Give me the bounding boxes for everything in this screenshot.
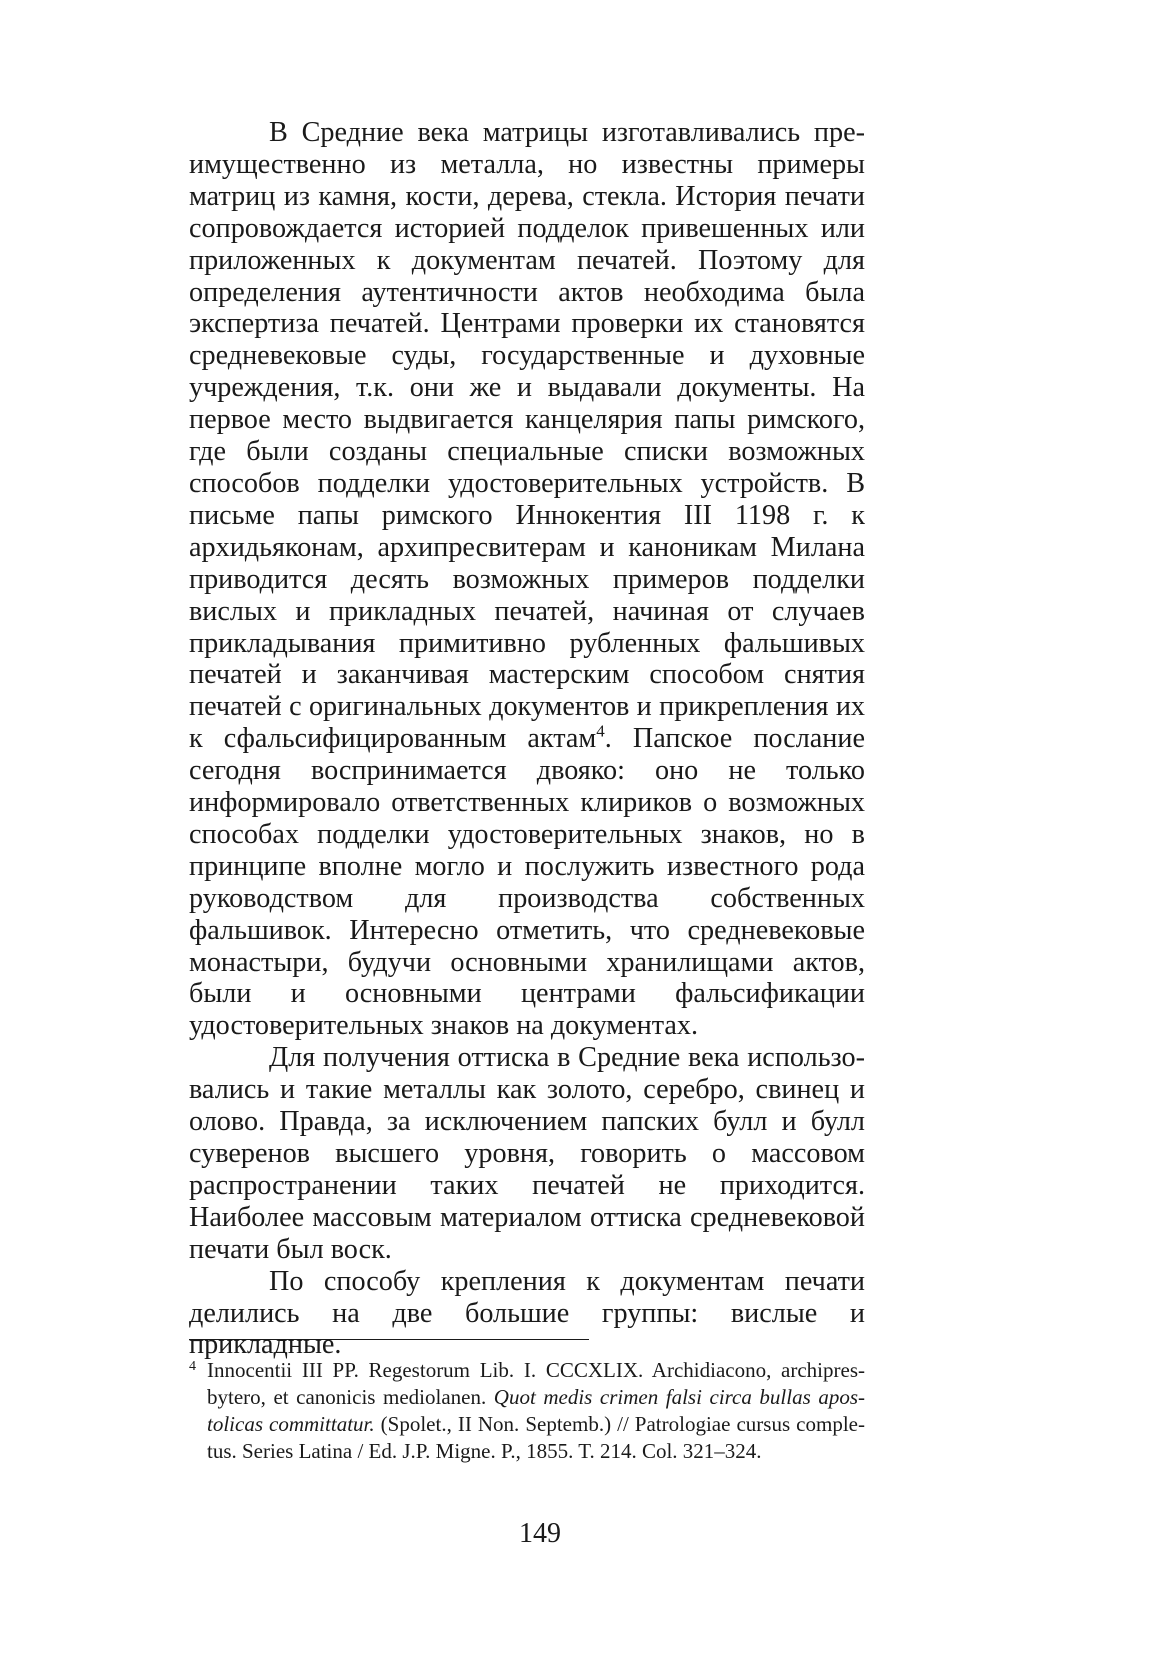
footnote-separator (189, 1339, 589, 1340)
paragraph-3: По способу крепления к документам печати делились на две большие группы: вислые и прикладные. (189, 1265, 865, 1361)
main-text (189, 117, 865, 1361)
footnote (189, 1357, 865, 1465)
page-number: 149 (519, 1518, 561, 1549)
footnote-text-a: Innocentii III PP. Regestorum Lib. I. CCCXLIX. Archidiacono, archipresbytero, et canonicis mediolanen. (207, 1358, 865, 1409)
paragraph-1-part-b: . Папское послание сегодня воспринимается двояко: оно не только информировало ответственных клириков о возможных способах подделки удостоверительных знаков, но в принципе вполне могло и послужить известного рода руководством для производства собственных фальшивок. Интересно отметить, что средневековые монастыри, будучи основными хранилищами актов, были и основными центрами фальсификации удостоверительных знаков на документах. (189, 723, 865, 1042)
paragraph-1 (189, 117, 865, 1042)
footnote-number: 4 (189, 1359, 196, 1374)
paragraph-2: Для получения оттиска в Средние века использовались и такие металлы как золото, серебро, свинец и олово. Правда, за исключением папских булл и булл суверенов высшего уровня, говорить о массовом распространении таких печатей не приходится. Наиболее массовым материалом оттиска средневековой печати был воск. (189, 1042, 865, 1265)
footnote-reference[interactable]: 4 (596, 721, 605, 741)
footnote-italic-title: Quot medis crimen falsi circa bullas apostolicas committatur. (207, 1385, 865, 1436)
paragraph-1-part-a: В Средние века матрицы изготавливались преимущественно из металла, но известны примеры матриц из камня, кости, дерева, стекла. История печати сопровождается историей подделок привешенных или приложенных к документам печатей. Поэтому для определения аутентичности актов необходима была экспертиза печатей. Центрами проверки их становятся средневековые суды, государственные и духовные учреждения, т.к. они же и выдавали документы. На первое место выдвигается канцелярия папы римского, где были созданы специальные списки возможных способов подделки удостоверительных устройств. В письме папы римского Иннокентия III 1198 г. к архидьяконам, архипресвитерам и каноникам Милана приводится десять возможных примеров подделки вислых и прикладных печатей, начиная от случаев прикладывания примитивно рубленных фальшивых печатей и заканчивая мастерским способом снятия печатей с оригинальных документов и прикрепления их к сфальсифицированным актам (189, 117, 865, 755)
footnote-body (189, 1357, 865, 1465)
footnote-text-b: (Spolet., II Non. Septemb.) // Patrologiae cursus completus. Series Latina / Ed. J.P. Migne. P., 1855. T. 214. Col. 321–324. (207, 1412, 865, 1463)
